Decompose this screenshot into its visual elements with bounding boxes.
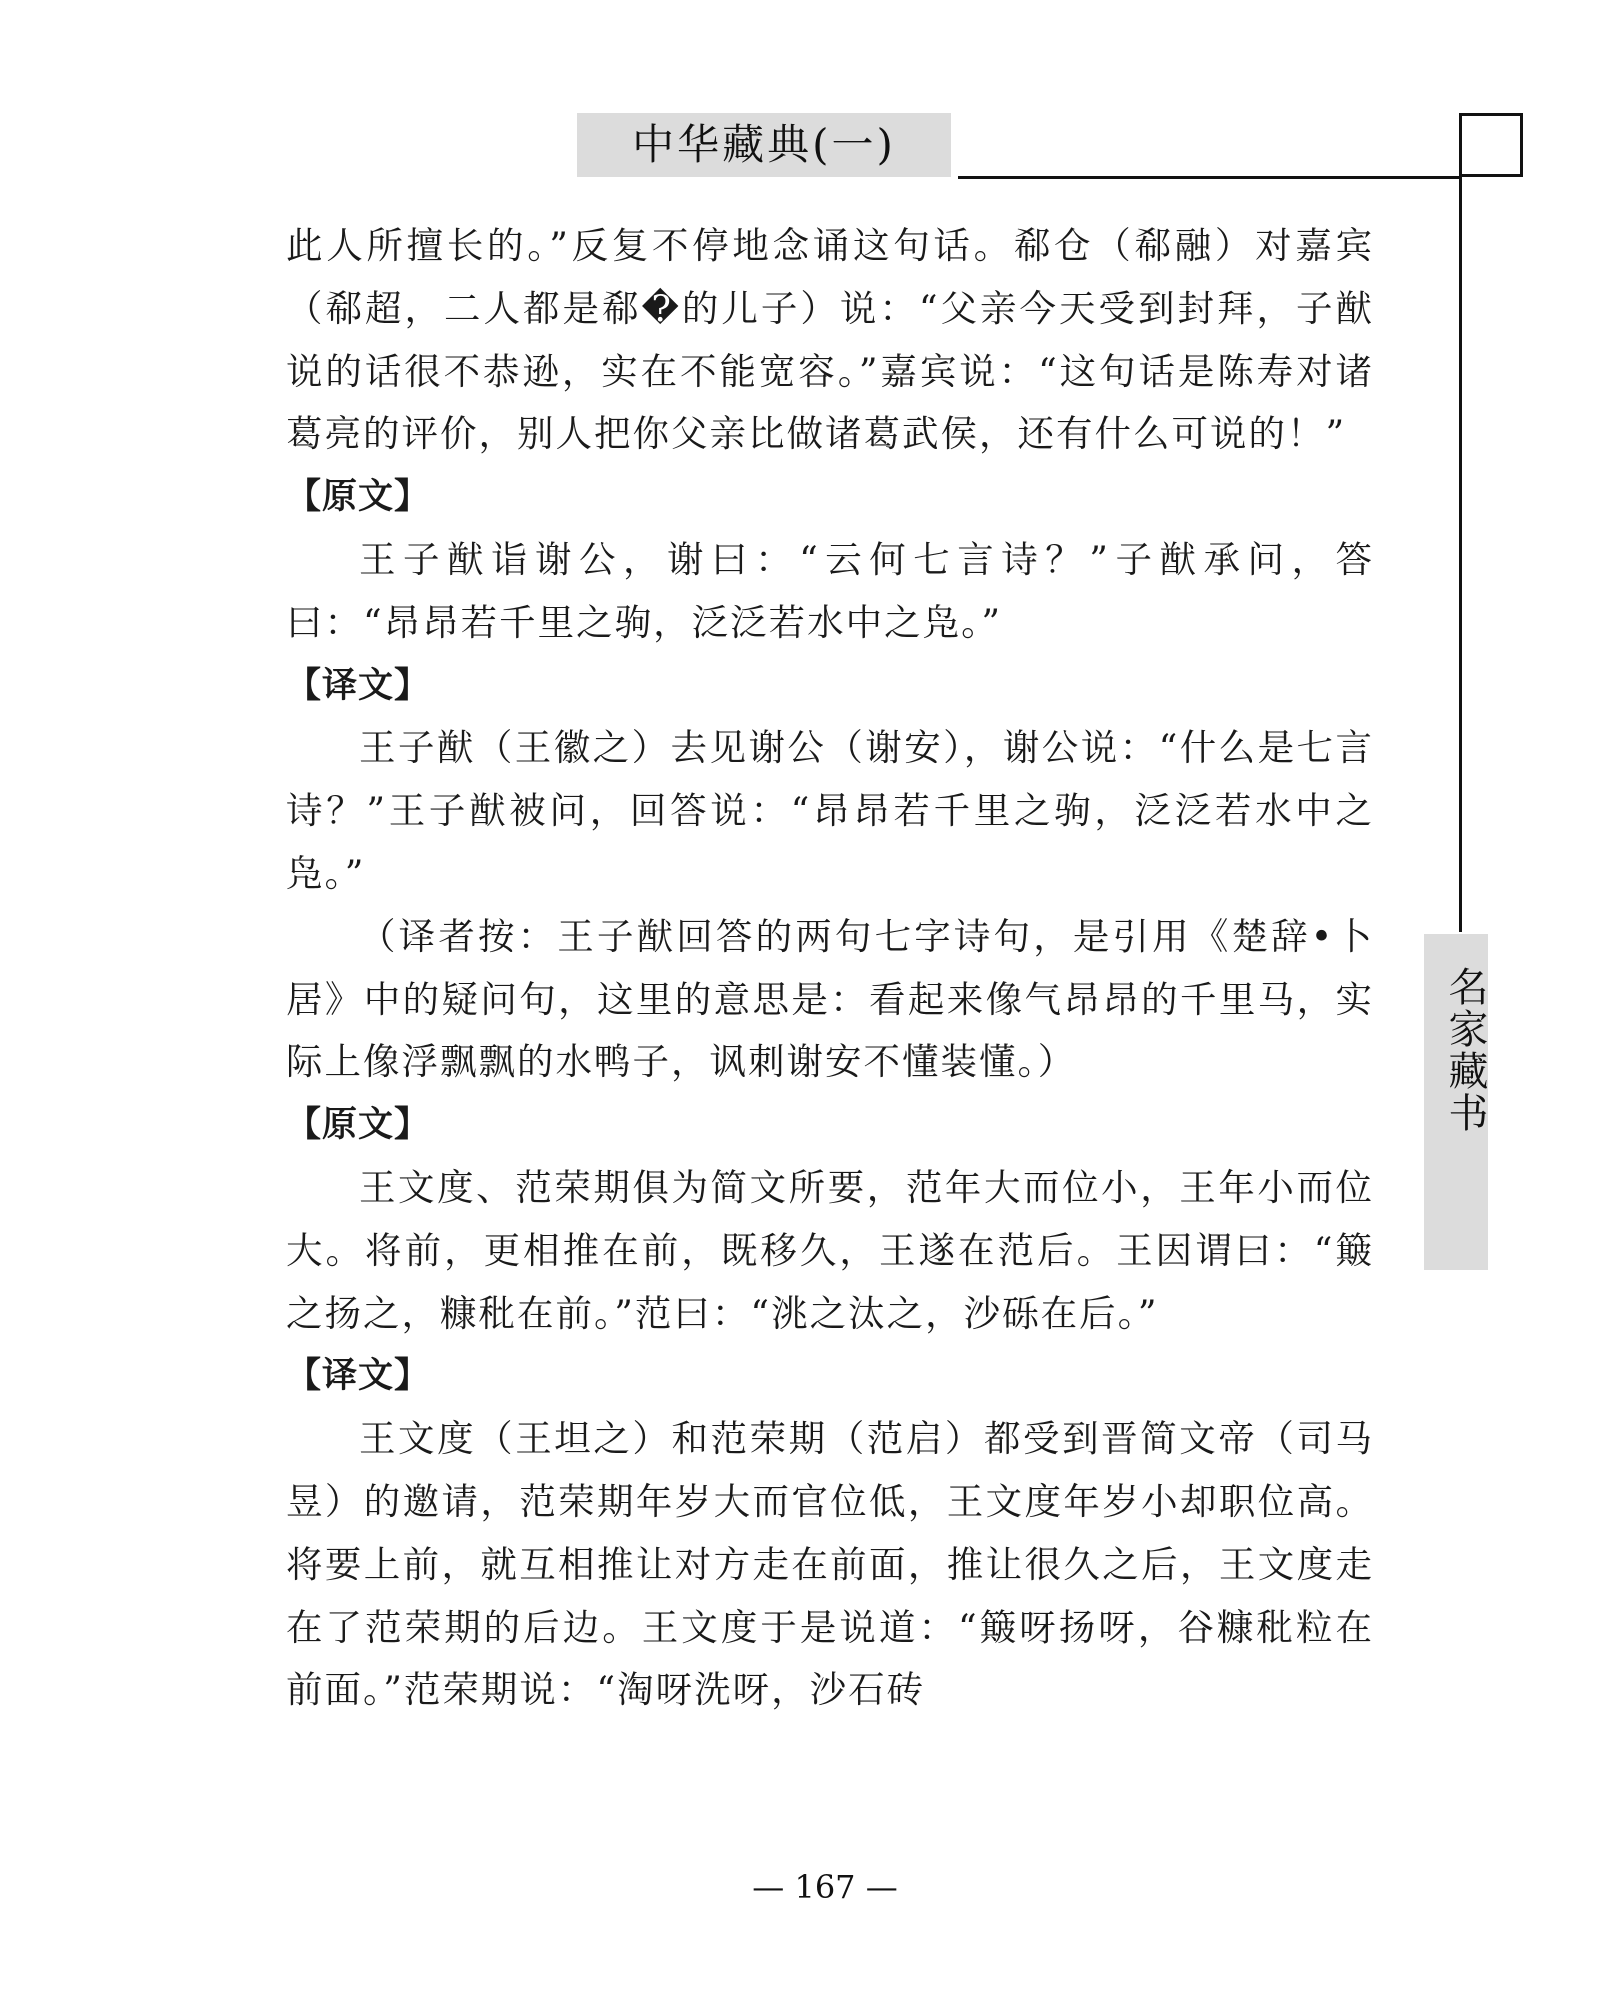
paragraph-translation: 王子猷（王徽之）去见谢公（谢安），谢公说：“什么是七言诗？”王子猷被问，回答说：“昂昂若千里之驹，泛泛若水中之凫。” [286,726,1374,895]
side-tab-label: 名家藏书 [1442,966,1488,1134]
paragraph-continued: 此人所擅长的。”反复不停地念诵这句话。郗仓（郗融）对嘉宾（郗超，二人都是郗�的儿子）说：“父亲今天受到封拜，子猷说的话很不恭逊，实在不能宽容。”嘉宾说：“这句话是陈寿对诸葛亮的评价，别人把你父亲比做诸葛武侯，还有什么可说的！” [286,224,1374,456]
header-title-box [577,113,951,177]
section-heading-translation: 【译文】 [286,665,431,706]
section-heading-translation: 【译文】 [286,1356,431,1397]
section-heading-original: 【原文】 [286,477,431,518]
section-heading-original: 【原文】 [286,1105,431,1146]
paragraph-original: 王文度、范荣期俱为简文所要，范年大而位小，王年小而位大。将前，更相推在前，既移久，王遂在范后。王因谓曰：“簸之扬之，糠秕在前。”范曰：“洮之汰之，沙砾在后。” [286,1165,1374,1335]
translator-note: （译者按：王子猷回答的两句七字诗句，是引用《楚辞•卜居》中的疑问句，这里的意思是：看起来像气昂昂的千里马，实际上像浮飘飘的水鸭子，讽刺谢安不懂装懂。） [286,914,1374,1084]
side-rule [1459,176,1462,932]
page-content [286,215,1374,1722]
side-tab [1424,934,1488,1270]
paragraph-translation: 王文度（王坦之）和范荣期（范启）都受到晋简文帝（司马昱）的邀请，范荣期年岁大而官位低，王文度年岁小却职位高。将要上前，就互相推让对方走在前面，推让很久之后，王文度走在了范荣期的后边。王文度于是说道：“簸呀扬呀，谷糠秕粒在前面。”范荣期说：“淘呀洗呀，沙石砖 [286,1417,1374,1712]
paragraph-original: 王子猷诣谢公，谢曰：“云何七言诗？”子猷承问，答曰：“昂昂若千里之驹，泛泛若水中之凫。” [286,537,1374,644]
header-rule [958,176,1460,179]
page-number: — 167 — [752,1868,898,1906]
corner-box [1459,113,1523,177]
book-title: 中华藏典(一) [632,120,896,169]
